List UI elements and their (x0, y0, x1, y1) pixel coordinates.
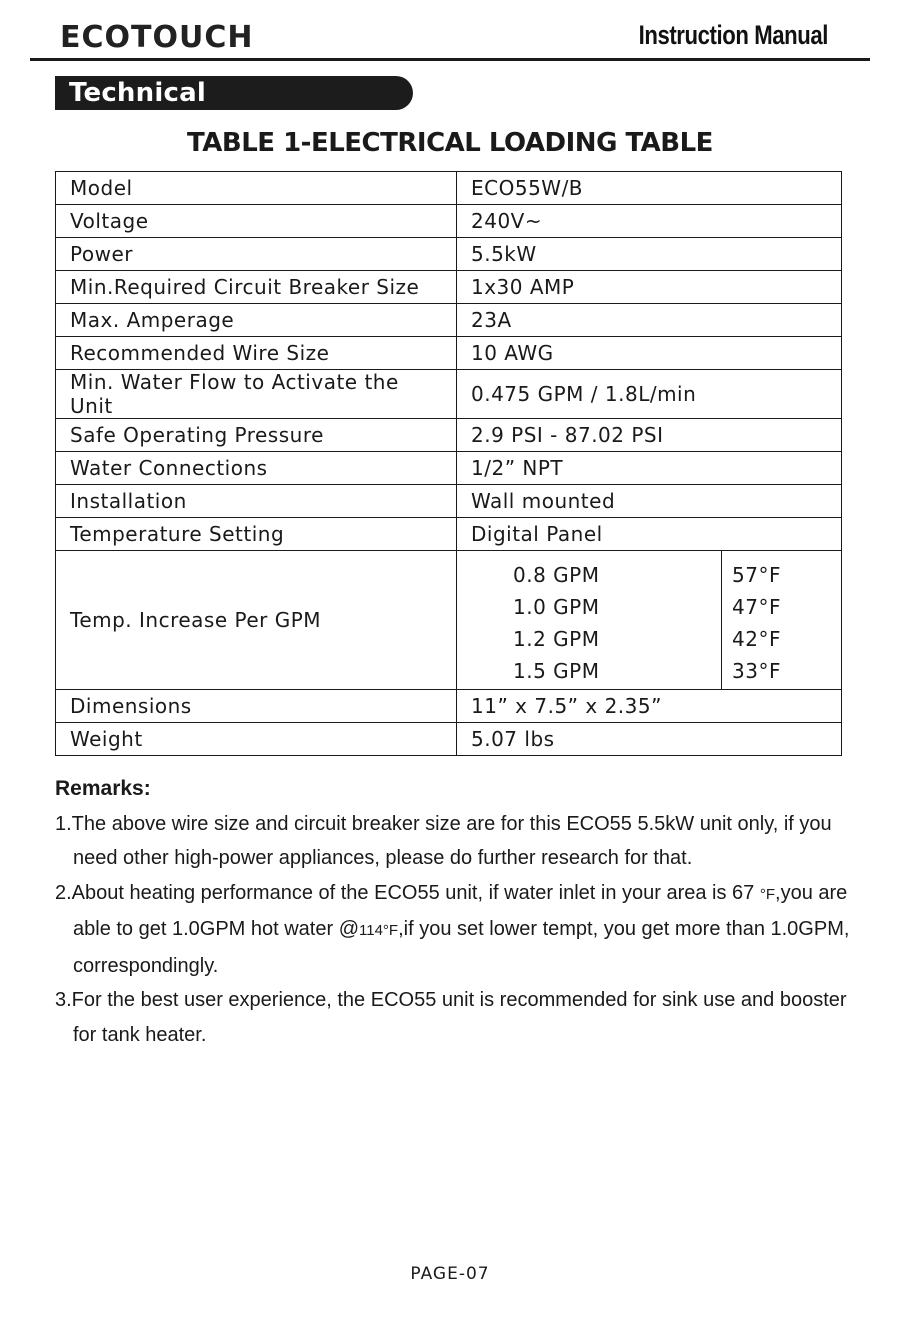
remark-unit: 114°F (359, 922, 399, 939)
gpm-value: 0.8 GPM (513, 563, 600, 587)
table-row (56, 337, 842, 370)
table-row (56, 419, 842, 452)
remark-item-1: 1.The above wire size and circuit breaker size are for this ECO55 5.5kW unit only, if you need other high-power appliances, please do further research for that. (55, 812, 832, 869)
table-row (56, 238, 842, 271)
remark-text: ,if you set lower tempt, you get more than 1.0GPM, correspondingly. (73, 918, 850, 977)
gpm-value: 1.5 GPM (513, 659, 600, 683)
row-label: Min. Water Flow to Activate the Unit (56, 370, 457, 419)
row-label: Min.Required Circuit Breaker Size (56, 271, 457, 304)
row-label: Power (56, 238, 457, 271)
remark-item-3: 3.For the best user experience, the ECO55 unit is recommended for sink use and booster for tank heater. (55, 989, 847, 1046)
row-label: Model (56, 172, 457, 205)
remark-item-2 (55, 876, 855, 984)
table-row (56, 452, 842, 485)
row-label: Water Connections (56, 452, 457, 485)
row-value: Digital Panel (457, 518, 842, 551)
row-value: 10 AWG (457, 337, 842, 370)
spec-table (55, 171, 842, 756)
row-value: Wall mounted (457, 485, 842, 518)
section-banner (55, 76, 413, 138)
row-value: 1/2” NPT (457, 452, 842, 485)
row-value: 5.5kW (457, 238, 842, 271)
row-value: 1x30 AMP (457, 271, 842, 304)
manual-title: Instruction Manual (638, 20, 828, 50)
brand-logo: ECOTOUCH (60, 20, 254, 55)
row-value: 5.07 lbs (457, 723, 842, 756)
row-label: Temperature Setting (56, 518, 457, 551)
table-row-temp-increase (56, 551, 842, 690)
row-label: Weight (56, 723, 457, 756)
temp-increase-cell (457, 551, 842, 690)
row-label: Max. Amperage (56, 304, 457, 337)
temp-value: 33°F (732, 659, 781, 683)
table-row (56, 690, 842, 723)
row-value: 240V~ (457, 205, 842, 238)
page-header (30, 18, 870, 61)
row-label: Voltage (56, 205, 457, 238)
section-banner-label: Technical Specifications (69, 78, 278, 138)
row-label: Temp. Increase Per GPM (56, 551, 457, 690)
gpm-value: 1.0 GPM (513, 595, 600, 619)
table-row (56, 172, 842, 205)
remark-unit: °F (759, 885, 776, 903)
page-number: PAGE-07 (410, 1264, 490, 1284)
row-label: Safe Operating Pressure (56, 419, 457, 452)
table-row (56, 271, 842, 304)
remarks-section (55, 772, 855, 1052)
temp-column (722, 551, 841, 689)
row-label: Dimensions (56, 690, 457, 723)
row-label: Installation (56, 485, 457, 518)
table-title: TABLE 1-ELECTRICAL LOADING TABLE (187, 128, 713, 158)
row-value: 0.475 GPM / 1.8L/min (457, 370, 842, 419)
remark-text: 2.About heating performance of the ECO55 unit, if water inlet in your area is 67 (55, 881, 760, 904)
table-row (56, 518, 842, 551)
table-row (56, 205, 842, 238)
row-label: Recommended Wire Size (56, 337, 457, 370)
gpm-column (457, 551, 722, 689)
gpm-value: 1.2 GPM (513, 627, 600, 651)
table-row (56, 485, 842, 518)
row-value: 23A (457, 304, 842, 337)
row-value: 11” x 7.5” x 2.35” (457, 690, 842, 723)
table-row (56, 370, 842, 419)
remarks-title: Remarks: (55, 777, 151, 800)
table-row (56, 304, 842, 337)
temp-value: 42°F (732, 627, 781, 651)
row-value: ECO55W/B (457, 172, 842, 205)
temp-value: 47°F (732, 595, 781, 619)
remark-text: ,you are able to get 1.0GPM hot water @ (73, 881, 848, 940)
table-row (56, 723, 842, 756)
temp-value: 57°F (732, 563, 781, 587)
row-value: 2.9 PSI - 87.02 PSI (457, 419, 842, 452)
